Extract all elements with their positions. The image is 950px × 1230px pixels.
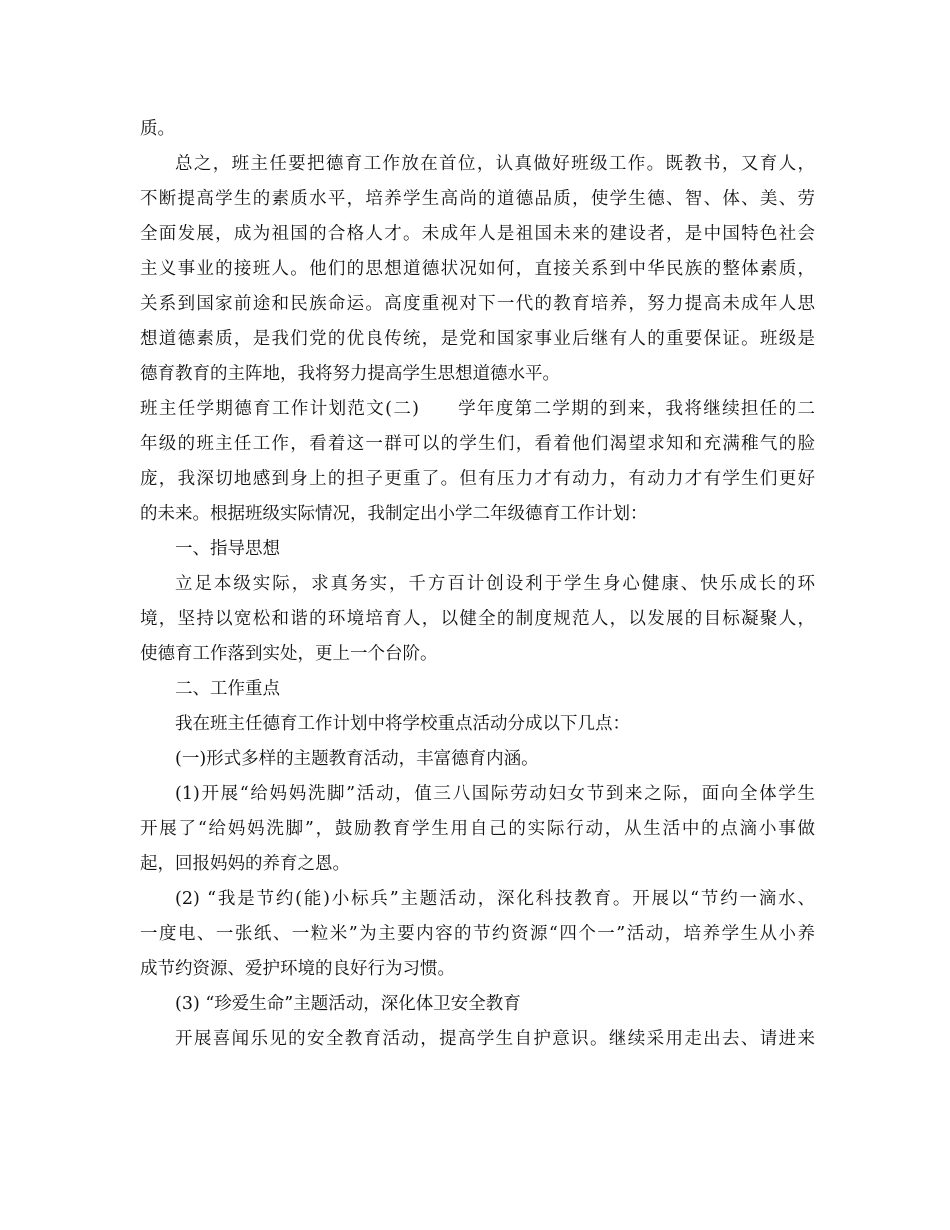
text-line: 使德育工作落到实处，更上一个台阶。	[140, 644, 438, 664]
section-heading-line: 班主任学期德育工作计划范文(二) 学年度第二学期的到来，我将继续担任的二	[140, 399, 815, 419]
document-body	[140, 112, 815, 1057]
text-line: 想道德素质，是我们党的优良传统，是党和国家事业后继有人的重要保证。班级是	[140, 329, 815, 349]
text-line: 起，回报妈妈的养育之恩。	[140, 854, 350, 874]
text-line: 庞，我深切地感到身上的担子更重了。但有压力才有动力，有动力才有学生们更好	[140, 469, 815, 489]
text-line: 德育教育的主阵地，我将努力提高学生思想道德水平。	[140, 364, 560, 384]
text-line: (1)开展“给妈妈洗脚”活动，值三八国际劳动妇女节到来之际，面向全体学生	[175, 784, 815, 804]
heading-work-focus: 二、工作重点	[175, 679, 280, 699]
heading-guiding-ideology: 一、指导思想	[175, 539, 280, 559]
text-line: (3) “珍爱生命”主题活动，深化体卫安全教育	[175, 994, 521, 1014]
text-line: 的未来。根据班级实际情况，我制定出小学二年级德育工作计划：	[140, 504, 648, 524]
text-line: 质。	[140, 119, 175, 139]
text-line: 我在班主任德育工作计划中将学校重点活动分成以下几点：	[175, 714, 630, 734]
text-line: 全面发展，成为祖国的合格人才。未成年人是祖国未来的建设者，是中国特色社会	[140, 224, 815, 244]
text-line: 总之，班主任要把德育工作放在首位，认真做好班级工作。既教书，又育人，	[175, 154, 815, 174]
text-line: 立足本级实际，求真务实，千方百计创设利于学生身心健康、快乐成长的环	[175, 574, 815, 594]
text-line: 开展了“给妈妈洗脚”，鼓励教育学生用自己的实际行动，从生活中的点滴小事做	[140, 819, 815, 839]
text-line: 境，坚持以宽松和谐的环境培育人，以健全的制度规范人，以发展的目标凝聚人，	[140, 609, 815, 629]
subheading-theme-activities: (一)形式多样的主题教育活动，丰富德育内涵。	[175, 749, 539, 769]
text-line: 不断提高学生的素质水平，培养学生高尚的道德品质，使学生德、智、体、美、劳	[140, 189, 815, 209]
text-line: 成节约资源、爱护环境的良好行为习惯。	[140, 959, 455, 979]
text-line: (2) “我是节约(能)小标兵”主题活动，深化科技教育。开展以“节约一滴水、	[175, 889, 815, 909]
text-line: 年级的班主任工作，看着这一群可以的学生们，看着他们渴望求知和充满稚气的脸	[140, 434, 815, 454]
text-line: 开展喜闻乐见的安全教育活动，提高学生自护意识。继续采用走出去、请进来	[175, 1029, 815, 1049]
text-line: 关系到国家前途和民族命运。高度重视对下一代的教育培养，努力提高未成年人思	[140, 294, 815, 314]
text-line: 一度电、一张纸、一粒米”为主要内容的节约资源“四个一”活动，培养学生从小养	[140, 924, 815, 944]
text-line: 主义事业的接班人。他们的思想道德状况如何，直接关系到中华民族的整体素质，	[140, 259, 815, 279]
